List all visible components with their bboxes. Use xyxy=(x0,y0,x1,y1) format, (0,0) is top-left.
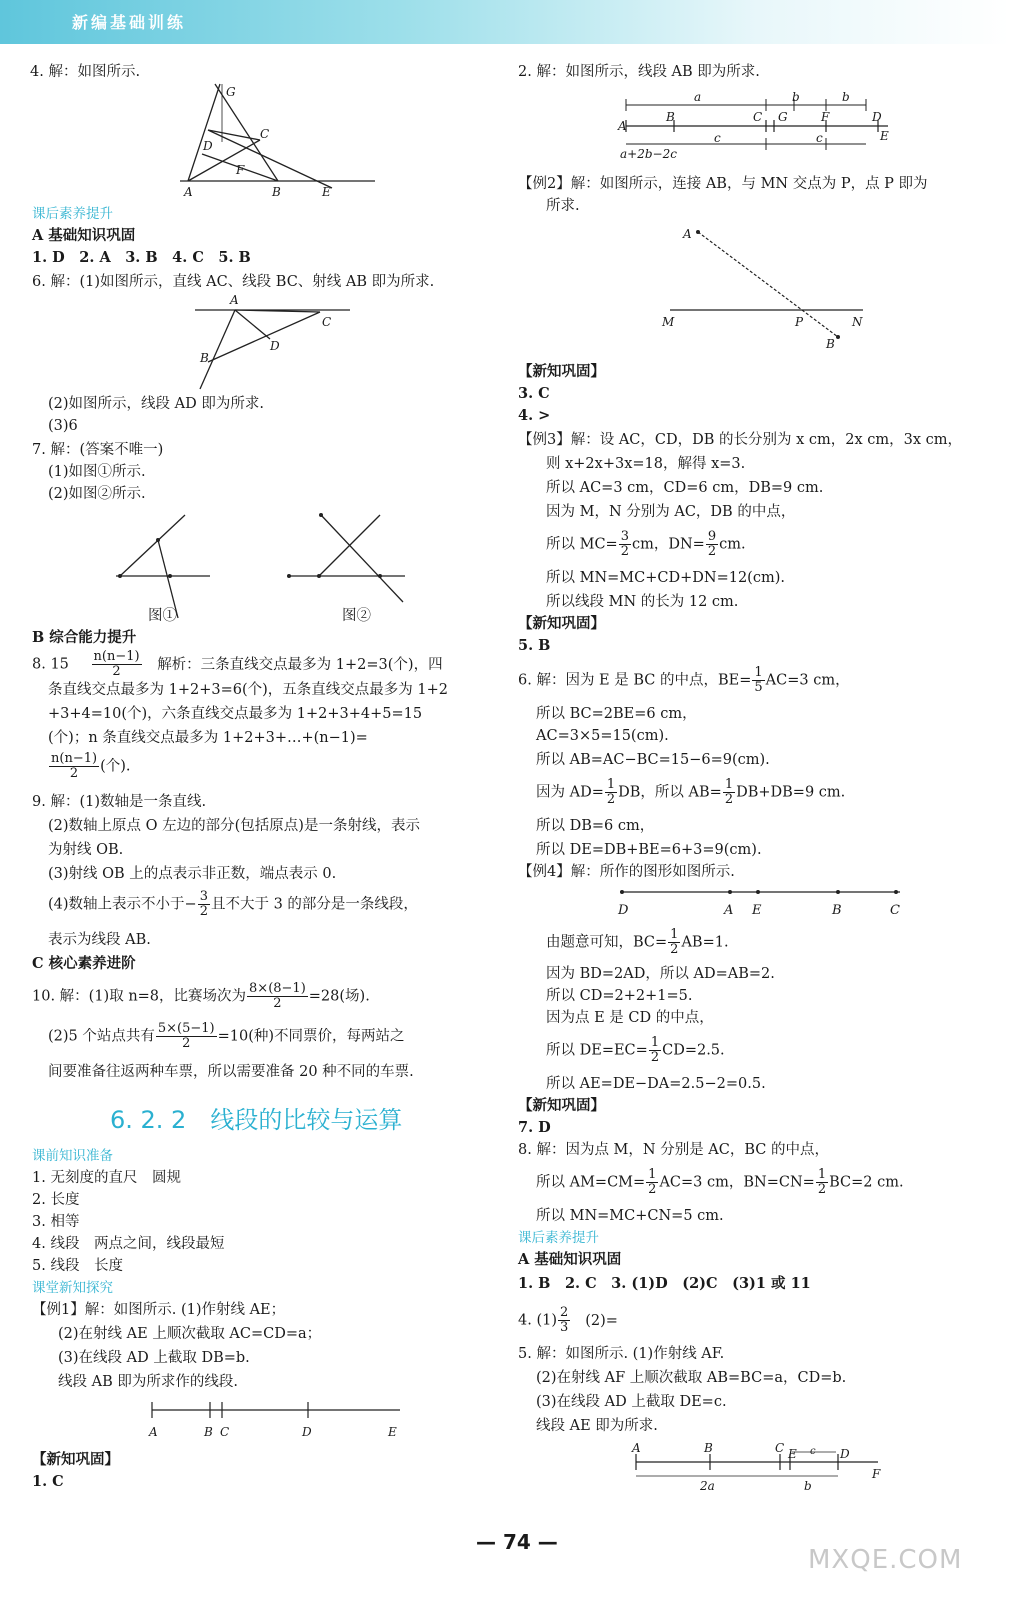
answer-9-2b: 为射线 OB. xyxy=(48,842,124,858)
answer-8-value: 8. 15 xyxy=(32,656,69,673)
fraction-num: 1 xyxy=(670,927,679,942)
answer-9-4 xyxy=(48,890,418,919)
new-knowledge-1: 【新知巩固】 xyxy=(32,1451,119,1468)
svg-text:A: A xyxy=(724,903,734,918)
fraction-num: n(n−1) xyxy=(51,751,98,766)
subsection-A-2: A 基础知识巩固 xyxy=(518,1251,622,1268)
svg-text:A: A xyxy=(683,227,692,241)
answer-6-g: 所以 DE=DB+BE=6+3=9(cm). xyxy=(536,842,762,858)
svg-text:B: B xyxy=(204,1425,213,1439)
fraction-den: 2 xyxy=(650,1050,660,1065)
fraction-num: 1 xyxy=(724,777,734,792)
svg-text:C: C xyxy=(890,903,900,918)
svg-text:G: G xyxy=(778,110,788,124)
svg-text:C: C xyxy=(322,315,332,329)
example-3-e-text3: cm. xyxy=(719,536,746,553)
fraction-num: 1 xyxy=(817,1167,827,1182)
example-4-a-text2: AB=1. xyxy=(681,934,729,951)
svg-text:E: E xyxy=(322,185,331,199)
answer-4: 4. 解：如图所示. xyxy=(30,64,141,80)
answer-6-e-text: 因为 AD= xyxy=(536,784,604,801)
new-knowledge-3: 【新知巩固】 xyxy=(518,615,605,632)
fraction-num: 3 xyxy=(199,889,208,904)
fraction-den: 2 xyxy=(606,792,616,807)
svg-text:A: A xyxy=(618,119,627,133)
fraction-num: 5×(5−1) xyxy=(157,1021,215,1036)
figure-label-2: 图② xyxy=(342,608,371,624)
fraction-den: 2 xyxy=(69,766,79,781)
answer-6: 6. 解：(1)如图所示，直线 AC、线段 BC、射线 AB 即为所求. xyxy=(32,274,435,290)
answer-3: 3. C xyxy=(518,385,550,402)
answer-6-e xyxy=(536,778,845,807)
example-4-f: 所以 AE=DE−DA=2.5−2=0.5. xyxy=(546,1076,766,1092)
answer-10-2b: 间要准备往返两种车票，所以需要准备 20 种不同的车票. xyxy=(48,1064,414,1080)
answer-6-e-text2: DB，所以 AB= xyxy=(618,784,722,801)
fraction-num: 2 xyxy=(559,1305,569,1320)
new-knowledge-2: 【新知巩固】 xyxy=(518,363,605,380)
example-2-b: 所求. xyxy=(546,198,580,214)
fraction-n xyxy=(92,650,142,679)
example-1-2: (2)在射线 AE 上顺次截取 AC=CD=a； xyxy=(58,1326,322,1342)
answer-6-3: (3)6 xyxy=(48,418,78,434)
section-in-class: 课堂新知探究 xyxy=(32,1280,113,1296)
example-1-3: (3)在线段 AD 上截取 DB=b. xyxy=(58,1350,250,1366)
answer-7-1: (1)如图①所示. xyxy=(48,464,146,480)
example-3-e xyxy=(546,530,746,559)
fraction-den: 2 xyxy=(648,1182,657,1197)
answer-9-3: (3)射线 OB 上的点表示非正数，端点表示 0. xyxy=(48,866,337,882)
prep-5: 5. 线段 长度 xyxy=(32,1258,123,1274)
fraction-den: 2 xyxy=(182,1036,191,1051)
fraction-den: 2 xyxy=(670,942,679,957)
answer-6-b: 所以 BC=2BE=6 cm， xyxy=(536,706,697,722)
figure-triangle-ABG xyxy=(160,82,380,202)
svg-text:D: D xyxy=(270,339,280,353)
answer-10-2-text: (2)5 个站点共有 xyxy=(48,1028,155,1045)
fraction-den: 2 xyxy=(620,544,629,559)
answer-5-right: 5. 解：如图所示. (1)作射线 AF. xyxy=(518,1346,725,1362)
fraction-3-2 xyxy=(619,530,631,559)
figure-answer-2 xyxy=(616,84,906,160)
answer-8-b xyxy=(536,1168,904,1197)
svg-text:2a: 2a xyxy=(700,1479,715,1493)
answers-1-5: 1. D 2. A 3. B 4. C 5. B xyxy=(32,249,251,266)
example-4-e xyxy=(546,1036,725,1065)
example-4-b: 因为 BD=2AD，所以 AD=AB=2. xyxy=(546,966,775,982)
svg-text:E: E xyxy=(388,1425,397,1439)
example-4-a xyxy=(546,928,729,957)
svg-text:c: c xyxy=(816,131,823,145)
svg-text:E: E xyxy=(880,129,889,143)
answer-8-analysis: 解析：三条直线交点最多为 1+2=3(个)，四 xyxy=(157,656,443,673)
figure-answer-5 xyxy=(628,1442,888,1502)
answer-2: 2. 解：如图所示，线段 AB 即为所求. xyxy=(518,64,760,80)
svg-text:D: D xyxy=(840,1447,850,1461)
figure-example-4 xyxy=(610,882,910,926)
svg-text:C: C xyxy=(753,110,763,124)
svg-text:C: C xyxy=(220,1425,230,1439)
example-3: 【例3】解：设 AC，CD，DB 的长分别为 x cm，2x cm，3x cm， xyxy=(518,432,963,448)
answer-9-4-text: (4)数轴上表示不小于− xyxy=(48,896,197,913)
example-1-4: 线段 AB 即为所求作的线段. xyxy=(58,1374,238,1390)
header-title: 新编基础训练 xyxy=(72,13,187,32)
answer-9-4b: 表示为线段 AB. xyxy=(48,932,151,948)
fraction-3-2 xyxy=(198,890,210,919)
section-before-class: 课前知识准备 xyxy=(32,1148,113,1164)
figure-7-1 xyxy=(110,510,220,620)
figure-example-2 xyxy=(658,220,878,350)
answer-6-right xyxy=(518,666,850,695)
answer-8-b-text2: AC=3 cm，BN=CN= xyxy=(659,1174,815,1191)
svg-text:D: D xyxy=(872,110,882,124)
fraction-5 xyxy=(156,1022,217,1051)
example-4-a-text: 由题意可知，BC= xyxy=(546,934,668,951)
fraction-1-2 xyxy=(646,1168,658,1197)
answer-7: 7. 解：(答案不唯一) xyxy=(32,442,164,458)
subsection-A: A 基础知识巩固 xyxy=(32,227,136,244)
answer-4-text2: (2)= xyxy=(585,1312,618,1329)
svg-text:B: B xyxy=(832,903,842,918)
svg-text:a: a xyxy=(694,90,702,104)
answer-9: 9. 解：(1)数轴是一条直线. xyxy=(32,794,207,810)
answer-9-2: (2)数轴上原点 O 左边的部分(包括原点)是一条射线，表示 xyxy=(48,818,420,834)
fraction-den: 2 xyxy=(273,996,282,1011)
fraction-num: n(n−1) xyxy=(93,649,140,664)
header-band xyxy=(0,0,1010,44)
page-number-value: 74 xyxy=(502,1530,531,1554)
prep-1: 1. 无刻度的直尺 圆规 xyxy=(32,1170,181,1186)
answer-6-e-text3: DB+DB=9 cm. xyxy=(736,784,846,801)
example-3-e-text: 所以 MC= xyxy=(546,536,618,553)
fraction-2-3 xyxy=(558,1306,570,1335)
answer-4-text: 4. (1) xyxy=(518,1312,557,1329)
answer-6-d: 所以 AB=AC−BC=15−6=9(cm). xyxy=(536,752,770,768)
fraction-den: 2 xyxy=(724,792,734,807)
fraction-num: 1 xyxy=(606,777,616,792)
fraction-1-2b xyxy=(723,778,735,807)
example-3-f: 所以 MN=MC+CD+DN=12(cm). xyxy=(546,570,785,586)
fraction-num: 1 xyxy=(754,665,763,680)
svg-text:b: b xyxy=(792,90,800,104)
svg-text:M: M xyxy=(662,315,675,329)
section-after-class-2: 课后素养提升 xyxy=(518,1230,599,1246)
answer-8-b-text3: BC=2 cm. xyxy=(829,1174,904,1191)
fraction-8 xyxy=(247,982,308,1011)
fraction-1-2b xyxy=(816,1168,828,1197)
answer-7-2: (2)如图②所示. xyxy=(48,486,146,502)
svg-text:c: c xyxy=(714,131,721,145)
fraction-den: 2 xyxy=(199,904,208,919)
answer-9-4-text2: 且不大于 3 的部分是一条线段， xyxy=(210,896,418,913)
subsection-B: B 综合能力提升 xyxy=(32,629,137,646)
fraction-num: 3 xyxy=(620,529,629,544)
prep-2: 2. 长度 xyxy=(32,1192,80,1208)
answer-7-right: 7. D xyxy=(518,1119,551,1136)
page-number: — 74 — xyxy=(476,1530,558,1554)
example-3-d: 因为 M，N 分别为 AC，DB 的中点， xyxy=(546,504,796,520)
fraction-num: 1 xyxy=(648,1167,657,1182)
fraction-den: 2 xyxy=(707,544,717,559)
svg-text:C: C xyxy=(775,1442,785,1455)
answer-4-right: 4. > xyxy=(518,407,551,424)
example-1: 【例1】解：如图所示. (1)作射线 AE； xyxy=(32,1302,286,1318)
answer-8-line2: 条直线交点最多为 1+2+3=6(个)，五条直线交点最多为 1+2 xyxy=(48,682,448,698)
answer-8 xyxy=(32,650,443,679)
answer-8-b-text: 所以 AM=CM= xyxy=(536,1174,646,1191)
answer-10 xyxy=(32,982,370,1011)
example-3-g: 所以线段 MN 的长为 12 cm. xyxy=(546,594,739,610)
answer-6-c: AC=3×5=15(cm). xyxy=(536,728,669,744)
svg-text:G: G xyxy=(226,85,236,99)
answer-10-2-result: =10(种)不同票价，每两站之 xyxy=(217,1028,405,1045)
fraction-den: 5 xyxy=(754,680,763,695)
answer-8-line3: +3+4=10(个)，六条直线交点最多为 1+2+3+4+5=15 xyxy=(48,706,423,722)
prep-4: 4. 线段 两点之间，线段最短 xyxy=(32,1236,225,1252)
fraction-1-2 xyxy=(668,928,680,957)
svg-text:D: D xyxy=(203,139,213,153)
answer-10-2 xyxy=(48,1022,405,1051)
svg-text:B: B xyxy=(272,185,281,199)
example-4-c: 所以 CD=2+2+1=5. xyxy=(546,988,693,1004)
fraction-den: 3 xyxy=(559,1320,569,1335)
svg-text:a+2b−2c: a+2b−2c xyxy=(620,147,677,160)
answer-6-text: 6. 解：因为 E 是 BC 的中点，BE= xyxy=(518,672,752,689)
svg-text:b: b xyxy=(804,1479,812,1493)
fraction-1-2 xyxy=(649,1036,661,1065)
svg-text:c: c xyxy=(810,1446,816,1457)
svg-text:E: E xyxy=(788,1447,797,1461)
svg-text:E: E xyxy=(752,903,762,918)
example-4-e-text2: CD=2.5. xyxy=(662,1042,725,1059)
prep-3: 3. 相等 xyxy=(32,1214,80,1230)
answer-4-fraction xyxy=(518,1306,618,1335)
fraction-n-2 xyxy=(49,752,99,781)
svg-text:B: B xyxy=(704,1442,713,1455)
answer-6-text2: AC=3 cm， xyxy=(765,672,850,689)
figure-7-2 xyxy=(285,510,415,620)
example-3-e-text2: cm，DN= xyxy=(631,536,705,553)
fraction-1-2 xyxy=(605,778,617,807)
svg-text:b: b xyxy=(842,90,850,104)
answer-8-unit: (个). xyxy=(100,758,131,775)
figure-example-1 xyxy=(140,1394,410,1444)
figure-6 xyxy=(190,292,360,392)
svg-text:A: A xyxy=(230,293,239,307)
fraction-1-5 xyxy=(752,666,764,695)
svg-text:F: F xyxy=(236,163,245,177)
svg-text:P: P xyxy=(795,315,804,329)
svg-text:B: B xyxy=(666,110,675,124)
answer-5: 5. B xyxy=(518,637,551,654)
watermark: MXQE.COM xyxy=(808,1545,963,1575)
answer-8-right: 8. 解：因为点 M，N 分别是 AC，BC 的中点， xyxy=(518,1142,829,1158)
svg-text:B: B xyxy=(826,337,835,350)
answer-8-c: 所以 MN=MC+CN=5 cm. xyxy=(536,1208,724,1224)
figure-label-1: 图① xyxy=(148,608,177,624)
fraction-9-2 xyxy=(706,530,718,559)
svg-text:C: C xyxy=(260,127,270,141)
fraction-num: 8×(8−1) xyxy=(249,981,306,996)
answer-5-b: (2)在射线 AF 上顺次截取 AB=BC=a，CD=b. xyxy=(536,1370,847,1386)
nk-answer-1: 1. C xyxy=(32,1473,64,1490)
answer-8-line4: (个)；n 条直线交点最多为 1+2+3+…+(n−1)= xyxy=(48,730,368,746)
answer-6-f: 所以 DB=6 cm， xyxy=(536,818,655,834)
fraction-num: 9 xyxy=(707,529,717,544)
subsection-C: C 核心素养进阶 xyxy=(32,955,136,972)
svg-text:N: N xyxy=(852,315,863,329)
fraction-num: 1 xyxy=(650,1035,660,1050)
svg-text:A: A xyxy=(632,1442,641,1455)
example-3-b: 则 x+2x+3x=18，解得 x=3. xyxy=(546,456,746,472)
section-title: 6. 2. 2 线段的比较与运算 xyxy=(110,1106,403,1134)
fraction-den: 2 xyxy=(112,664,121,679)
example-4-d: 因为点 E 是 CD 的中点， xyxy=(546,1010,714,1026)
svg-text:F: F xyxy=(872,1467,881,1481)
new-knowledge-4: 【新知巩固】 xyxy=(518,1097,605,1114)
section-after-class: 课后素养提升 xyxy=(32,206,113,222)
svg-text:D: D xyxy=(618,903,629,918)
answer-6-2: (2)如图所示，线段 AD 即为所求. xyxy=(48,396,264,412)
answer-8-line5 xyxy=(48,752,131,781)
svg-text:B: B xyxy=(200,351,209,365)
answer-5-c: (3)在线段 AD 上截取 DE=c. xyxy=(536,1394,727,1410)
svg-text:A: A xyxy=(149,1425,158,1439)
fraction-den: 2 xyxy=(817,1182,827,1197)
example-3-c: 所以 AC=3 cm，CD=6 cm，DB=9 cm. xyxy=(546,480,824,496)
answer-10-text: 10. 解：(1)取 n=8，比赛场次为 xyxy=(32,988,247,1005)
svg-text:F: F xyxy=(821,110,830,124)
example-4: 【例4】解：所作的图形如图所示. xyxy=(518,864,735,880)
example-2: 【例2】解：如图所示，连接 AB，与 MN 交点为 P，点 P 即为 xyxy=(518,176,928,192)
example-4-e-text: 所以 DE=EC= xyxy=(546,1042,648,1059)
answer-5-d: 线段 AE 即为所求. xyxy=(536,1418,658,1434)
svg-text:D: D xyxy=(302,1425,312,1439)
answer-10-result: =28(场). xyxy=(308,988,370,1005)
answers-1-3: 1. B 2. C 3. (1)D (2)C (3)1 或 11 xyxy=(518,1275,811,1292)
svg-text:A: A xyxy=(184,185,193,199)
